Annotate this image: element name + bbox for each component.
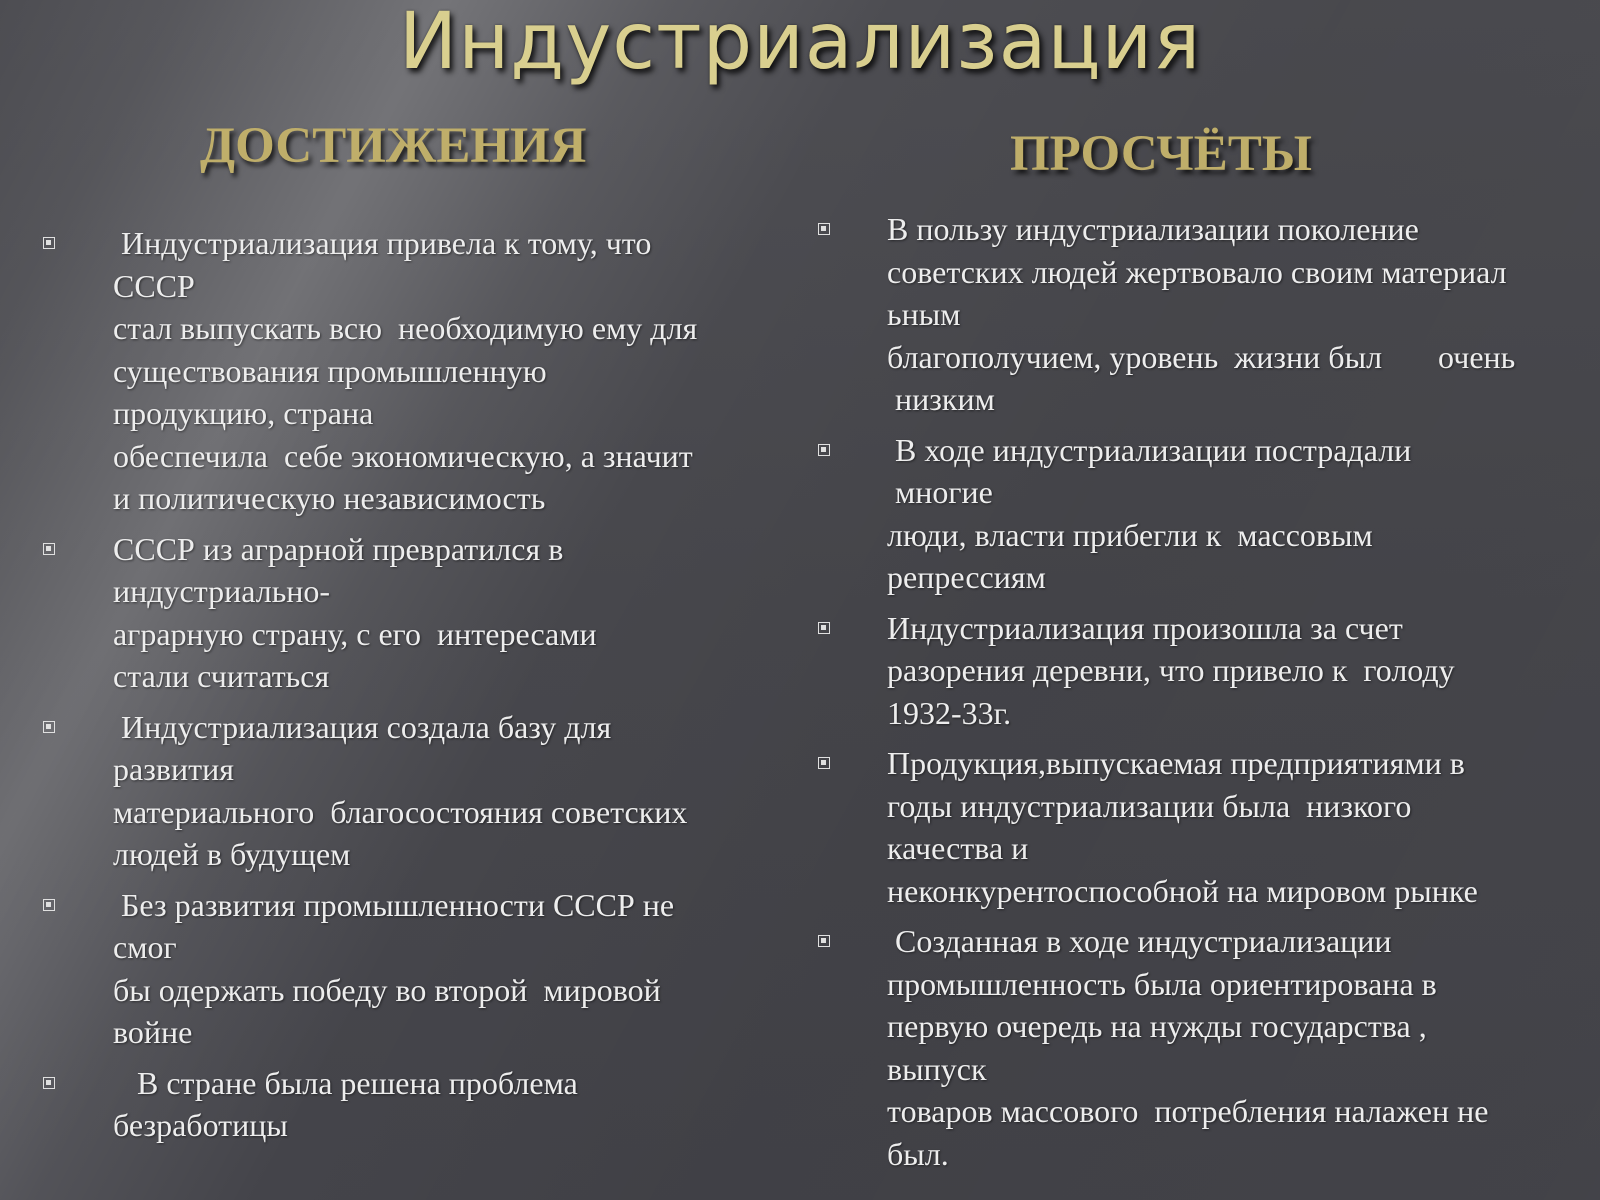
square-bullet-icon bbox=[43, 899, 55, 911]
bullet-text-line: годы индустриализации была низкого bbox=[887, 787, 1412, 824]
square-bullet-icon bbox=[818, 935, 830, 947]
bullet-text-line: Индустриализация произошла за счет bbox=[887, 609, 1403, 646]
miscalculation-item bbox=[815, 742, 1590, 912]
achievements-heading: ДОСТИЖЕНИЯ bbox=[200, 118, 587, 174]
achievement-item bbox=[40, 1062, 780, 1147]
bullet-text-line: первую очередь на нужды государства , bbox=[887, 1008, 1427, 1044]
square-bullet-icon bbox=[43, 237, 55, 249]
bullet-text-line: советских людей жертвовало своим материал bbox=[887, 253, 1507, 290]
achievement-item bbox=[40, 706, 780, 876]
bullet-text-line: был. bbox=[887, 1135, 949, 1172]
miscalculation-item bbox=[815, 607, 1590, 735]
bullet-text-line: ьным bbox=[887, 296, 961, 332]
bullet-text-line: и политическую независимость bbox=[113, 480, 546, 516]
square-bullet-icon bbox=[818, 223, 830, 235]
miscalculations-heading: ПРОСЧЁТЫ bbox=[1010, 126, 1312, 182]
bullet-text-line: Продукция,выпускаемая предприятиями в bbox=[887, 745, 1465, 781]
bullet-text-line: Индустриализация привела к тому, что bbox=[113, 225, 652, 261]
bullet-text-line: существования промышленную bbox=[113, 352, 547, 389]
slide-title: Индустриализация bbox=[398, 0, 1202, 87]
bullet-text-line: В пользу индустриализации поколение bbox=[887, 211, 1419, 247]
square-bullet-icon bbox=[43, 1077, 55, 1089]
miscalculation-item bbox=[815, 920, 1590, 1175]
bullet-text-line: продукцию, страна bbox=[113, 395, 374, 431]
square-bullet-icon bbox=[43, 721, 55, 733]
square-bullet-icon bbox=[43, 543, 55, 555]
bullet-text-line: людей в будущем bbox=[113, 836, 351, 872]
bullet-text-line: смог bbox=[113, 929, 177, 965]
bullet-text-line: В ходе индустриализации пострадали bbox=[887, 431, 1412, 468]
bullet-text-line: аграрную страну, с его интересами bbox=[113, 615, 597, 652]
bullet-text-line: обеспечила себе экономическую, а значит bbox=[113, 437, 693, 474]
bullet-text-line: неконкурентоспособной на мировом рынке bbox=[887, 872, 1478, 909]
bullet-text-line: развития bbox=[113, 751, 234, 787]
bullet-text-line: благополучием, уровень жизни был очень bbox=[887, 338, 1516, 375]
bullet-text-line: В стране была решена проблема bbox=[113, 1064, 578, 1101]
achievement-item bbox=[40, 884, 780, 1054]
bullet-text-line: 1932-33г. bbox=[887, 694, 1012, 731]
achievements-list bbox=[40, 222, 780, 1155]
bullet-text-line: стали считаться bbox=[113, 658, 330, 694]
bullet-text-line: разорения деревни, что привело к голоду bbox=[887, 652, 1455, 688]
bullet-text-line: Без развития промышленности СССР не bbox=[113, 886, 675, 923]
bullet-text-line: бы одержать победу во второй мировой bbox=[113, 971, 661, 1008]
bullet-text-line: низким bbox=[887, 381, 995, 417]
bullet-text-line: Индустриализация создала базу для bbox=[113, 708, 612, 745]
bullet-text-line: материального благосостояния советских bbox=[113, 793, 688, 830]
bullet-text-line: выпуск bbox=[887, 1050, 987, 1087]
miscalculation-item bbox=[815, 208, 1590, 421]
bullet-text-line: люди, власти прибегли к массовым bbox=[887, 516, 1373, 553]
miscalculations-list bbox=[815, 208, 1590, 1183]
bullet-text-line: безработицы bbox=[113, 1107, 288, 1143]
bullet-text-line: СССР bbox=[113, 267, 195, 304]
achievement-item bbox=[40, 222, 780, 520]
bullet-text-line: стал выпускать всю необходимую ему для bbox=[113, 310, 698, 346]
bullet-text-line: репрессиям bbox=[887, 559, 1046, 595]
square-bullet-icon bbox=[818, 444, 830, 456]
bullet-text-line: индустриально- bbox=[113, 573, 331, 609]
bullet-text-line: войне bbox=[113, 1014, 193, 1050]
miscalculation-item bbox=[815, 429, 1590, 599]
achievement-item bbox=[40, 528, 780, 698]
square-bullet-icon bbox=[818, 622, 830, 634]
bullet-text-line: Созданная в ходе индустриализации bbox=[887, 923, 1392, 959]
bullet-text-line: промышленность была ориентирована в bbox=[887, 965, 1437, 1002]
bullet-text-line: многие bbox=[887, 474, 993, 510]
bullet-text-line: СССР из аграрной превратился в bbox=[113, 530, 564, 567]
square-bullet-icon bbox=[818, 757, 830, 769]
bullet-text-line: товаров массового потребления налажен не bbox=[887, 1093, 1489, 1129]
bullet-text-line: качества и bbox=[887, 830, 1029, 866]
